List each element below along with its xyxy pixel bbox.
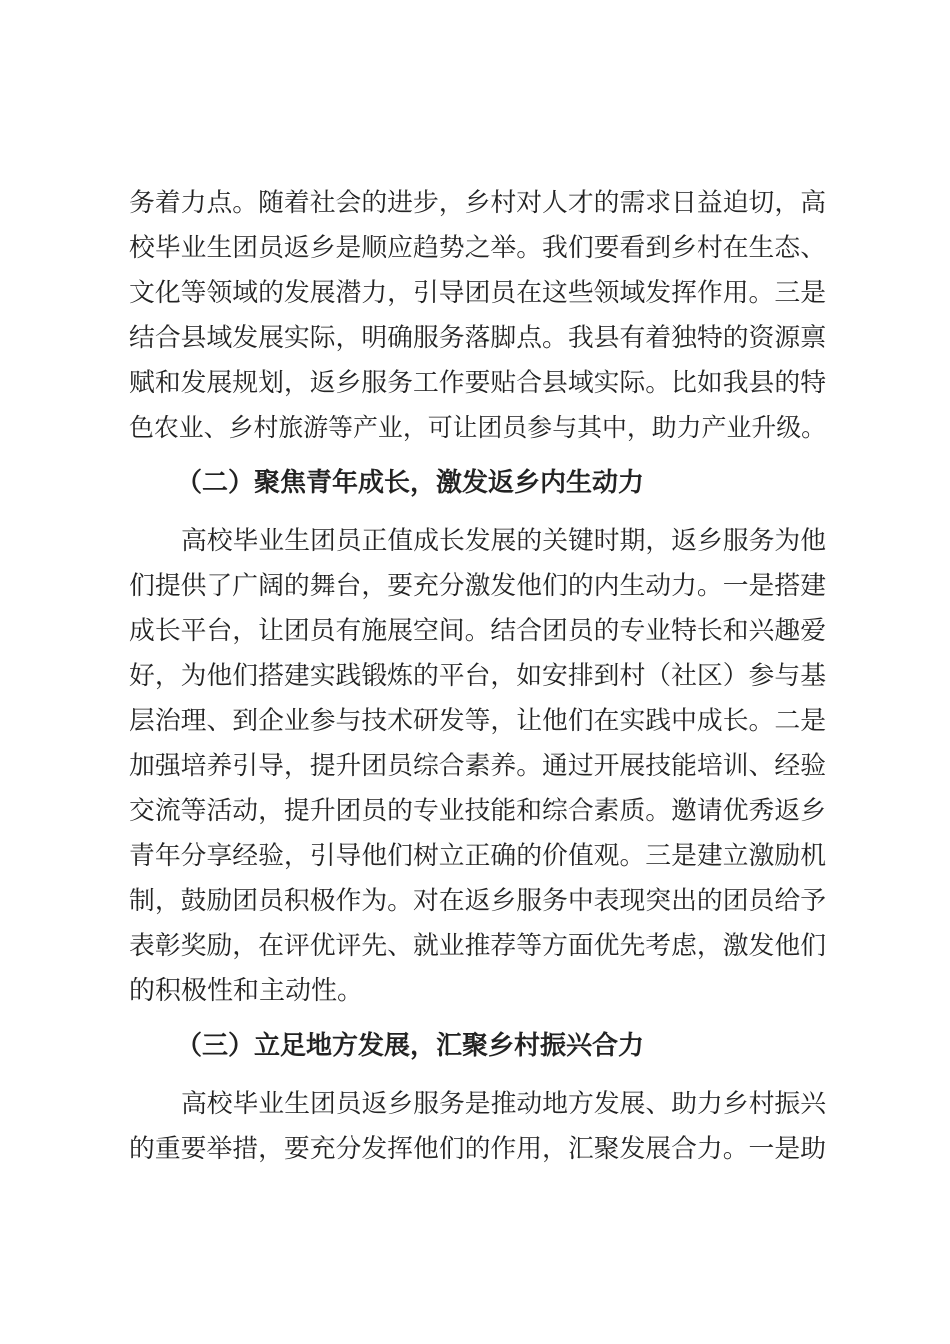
paragraph-1-line-5: 赋和发展规划，返乡服务工作要贴合县域实际。比如我县的特 bbox=[129, 368, 827, 398]
text-line bbox=[0, 611, 950, 651]
text-line bbox=[0, 1129, 950, 1169]
paragraph-2-line-3: 成长平台，让团员有施展空间。结合团员的专业特长和兴趣爱 bbox=[129, 616, 827, 646]
paragraph-2-line-10: 表彰奖励，在评优评先、就业推荐等方面优先考虑，激发他们 bbox=[129, 931, 827, 961]
paragraph-2-line-8: 青年分享经验，引导他们树立正确的价值观。三是建立激励机 bbox=[129, 841, 827, 871]
text-line bbox=[0, 836, 950, 876]
paragraph-2-line-9: 制，鼓励团员积极作为。对在返乡服务中表现突出的团员给予 bbox=[129, 886, 827, 916]
paragraph-2-line-7: 交流等活动，提升团员的专业技能和综合素质。邀请优秀返乡 bbox=[129, 796, 827, 826]
text-line bbox=[0, 881, 950, 921]
text-line bbox=[0, 566, 950, 606]
text-line bbox=[0, 273, 950, 313]
text-line bbox=[0, 926, 950, 966]
paragraph-1-line-6: 色农业、乡村旅游等产业，可让团员参与其中，助力产业升级。 bbox=[129, 413, 827, 442]
text-line bbox=[0, 701, 950, 741]
paragraph-2-line-6: 加强培养引导，提升团员综合素养。通过开展技能培训、经验 bbox=[129, 751, 827, 781]
section-heading bbox=[0, 1026, 950, 1066]
text-line bbox=[0, 408, 950, 448]
paragraph-2-line-5: 层治理、到企业参与技术研发等，让他们在实践中成长。二是 bbox=[129, 706, 827, 736]
text-line bbox=[0, 318, 950, 358]
paragraph-1-line-1: 务着力点。随着社会的进步，乡村对人才的需求日益迫切，高 bbox=[129, 188, 827, 218]
paragraph-3-line-1: 高校毕业生团员返乡服务是推动地方发展、助力乡村振兴 bbox=[181, 1089, 827, 1119]
paragraph-2-line-1: 高校毕业生团员正值成长发展的关键时期，返乡服务为他 bbox=[181, 526, 827, 556]
text-line bbox=[0, 746, 950, 786]
paragraph-1-line-2: 校毕业生团员返乡是顺应趋势之举。我们要看到乡村在生态、 bbox=[129, 233, 827, 263]
section-heading bbox=[0, 463, 950, 503]
text-line bbox=[0, 791, 950, 831]
paragraph-2-line-11: 的积极性和主动性。 bbox=[129, 976, 364, 1006]
paragraph-3-line-2: 的重要举措，要充分发挥他们的作用，汇聚发展合力。一是助 bbox=[129, 1134, 827, 1164]
text-line bbox=[0, 1084, 950, 1124]
text-line bbox=[0, 363, 950, 403]
paragraph-1-line-3: 文化等领域的发展潜力，引导团员在这些领域发挥作用。三是 bbox=[129, 278, 827, 308]
text-line bbox=[0, 228, 950, 268]
text-line bbox=[0, 521, 950, 561]
paragraph-2-line-4: 好，为他们搭建实践锻炼的平台，如安排到村（社区）参与基 bbox=[129, 661, 827, 691]
text-line bbox=[0, 656, 950, 696]
text-line bbox=[0, 971, 950, 1011]
paragraph-2-line-2: 们提供了广阔的舞台，要充分激发他们的内生动力。一是搭建 bbox=[129, 571, 827, 601]
heading-2: （二）聚焦青年成长，激发返乡内生动力 bbox=[176, 468, 645, 498]
paragraph-1-line-4: 结合县域发展实际，明确服务落脚点。我县有着独特的资源禀 bbox=[129, 323, 827, 353]
text-line bbox=[0, 183, 950, 223]
heading-3: （三）立足地方发展，汇聚乡村振兴合力 bbox=[176, 1031, 645, 1061]
